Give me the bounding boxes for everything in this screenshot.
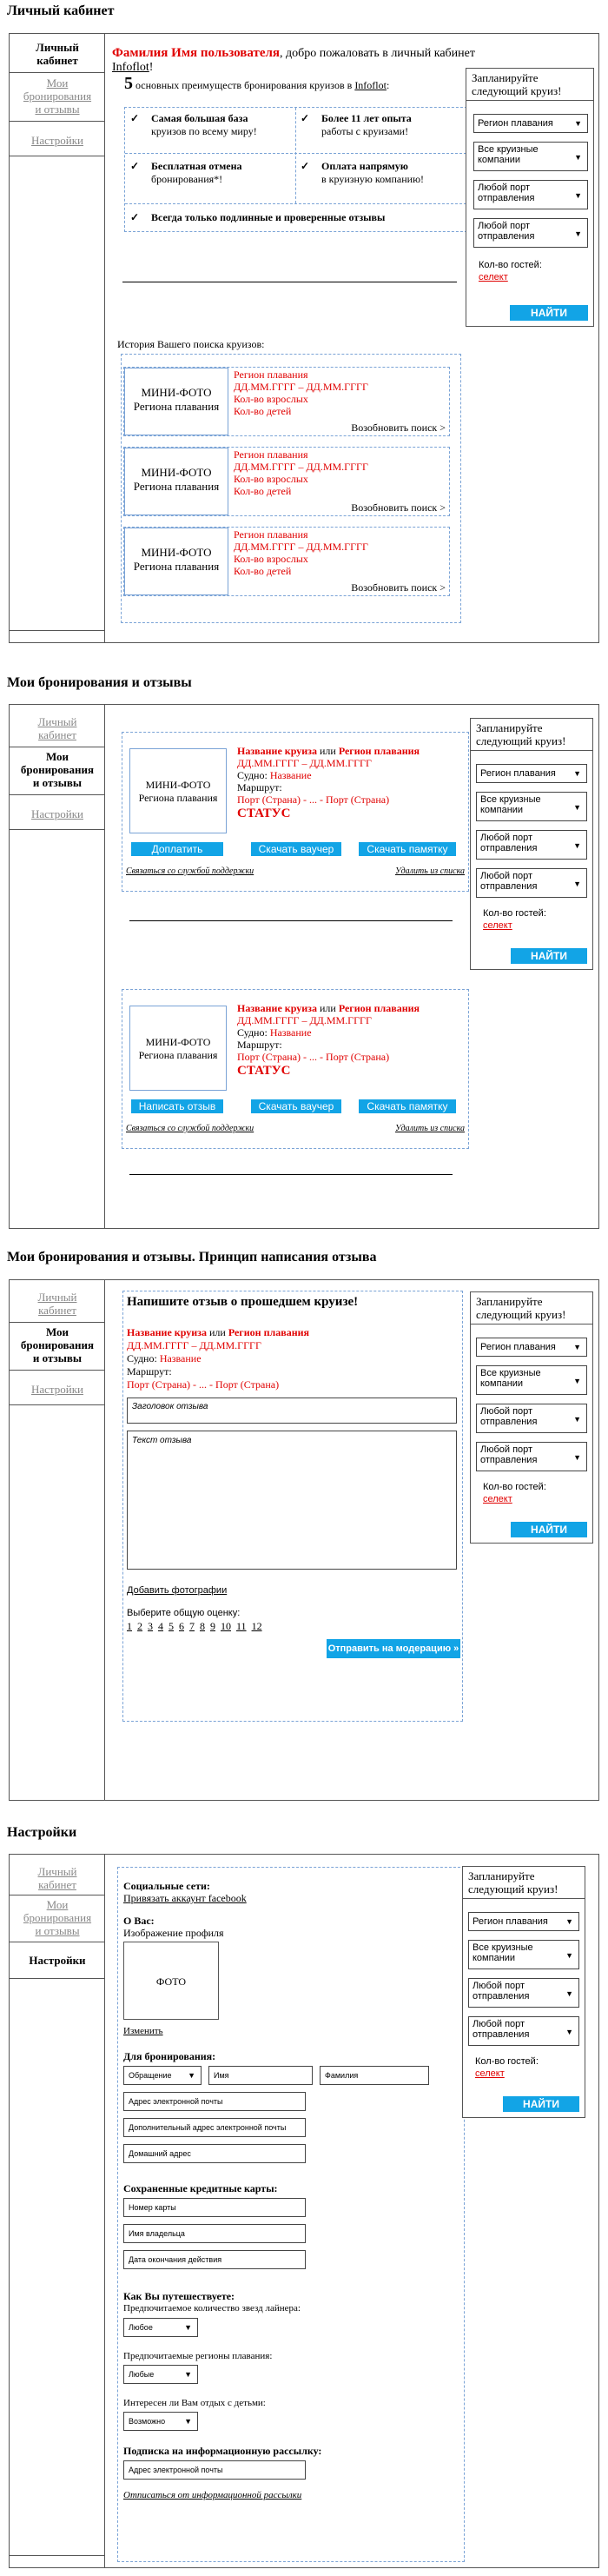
resume-search-link[interactable]: Возобновить поиск > [351,422,446,434]
review-cruise: Название круиза или Регион плавания [127,1326,310,1338]
port-select[interactable]: Любой порт отправления ▼ [476,868,587,898]
advantage-2: Более 11 лет опыта работы с круизами! [321,112,412,137]
greeting: Фамилия Имя пользователя, добро пожаловать в личный кабинет Infoflot! [112,46,475,74]
rating-option[interactable]: 7 [189,1620,195,1632]
divider [129,920,453,921]
review-route-label: Маршрут: [127,1365,172,1378]
sidebar [10,1855,105,2567]
check-icon: ✓ [301,160,310,172]
rating-option[interactable]: 5 [169,1620,174,1632]
review-title-input[interactable]: Заголовок отзыва [127,1398,457,1424]
contact-support-link[interactable]: Связаться со службой поддержки [126,866,254,876]
rating-option[interactable]: 11 [236,1620,247,1632]
resume-search-link[interactable]: Возобновить поиск > [351,581,446,594]
company-select[interactable]: Все круизные компании ▼ [476,1365,587,1395]
port-select[interactable]: Любой порт отправления ▼ [476,1404,587,1433]
guests-label: Кол-во гостей: [475,2056,539,2067]
review-text-input[interactable]: Текст отзыва [127,1431,457,1570]
section-title: Мои бронирования и отзывы. Принцип написания отзыва [7,1250,377,1265]
review-dates: ДД.ММ.ГГГГ – ДД.ММ.ГГГГ [127,1339,261,1351]
about-title: О Вас: [123,1915,155,1927]
travel-title: Как Вы путешествуете: [123,2290,235,2302]
advantage-4: Оплата напрямую в круизную компанию! [321,160,425,185]
review-ship: Судно: Название [127,1352,202,1364]
planner-panel [466,68,594,327]
guests-select[interactable]: селект [483,1494,512,1504]
social-title: Социальные сети: [123,1880,210,1892]
search-button[interactable]: НАЙТИ [511,948,587,964]
nav-bookings[interactable]: Мои бронирования и отзывы [23,76,92,116]
unsubscribe-link[interactable]: Отписаться от информационной рассылки [123,2490,302,2500]
rating-option[interactable]: 12 [251,1620,262,1632]
rating-option[interactable]: 9 [210,1620,215,1632]
settings-form [117,1867,465,2562]
nav-settings[interactable]: Настройки [29,1954,86,1967]
port-select[interactable]: Любой порт отправления ▼ [476,1442,587,1471]
advantage-3: Бесплатная отмена бронирования*! [151,160,242,185]
email-input[interactable]: Адрес электронной почты [123,2092,306,2111]
history-details: Регион плавания ДД.ММ.ГГГГ – ДД.ММ.ГГГГ Кол-во взрослых Кол-во детей [234,368,368,417]
history-item [123,447,450,516]
newsletter-title: Подписка на информационную рассылку: [123,2445,322,2457]
company-select[interactable]: Все круизные компании ▼ [476,792,587,821]
stars-select[interactable]: Любое ▼ [123,2318,198,2337]
company-select[interactable]: Все круизные компании ▼ [468,1940,579,1969]
booking-details: Название круиза или Регион плавания ДД.ММ.ГГГГ – ДД.ММ.ГГГГ Судно: Название Маршрут: Порт (Страна) - ... - Порт (Страна) СТАТУС [237,1002,420,1078]
port-select[interactable]: Любой порт отправления ▼ [473,180,588,209]
card-expiry-input[interactable]: Дата окончания действия [123,2250,306,2269]
nav-bookings[interactable]: Мои бронирования и отзывы [23,1898,92,1937]
history-details: Регион плавания ДД.ММ.ГГГГ – ДД.ММ.ГГГГ Кол-во взрослых Кол-во детей [234,528,368,577]
regions-label: Предпочитаемые регионы плавания: [123,2351,273,2361]
search-button[interactable]: НАЙТИ [503,2096,579,2112]
extra-email-input[interactable]: Дополнительный адрес электронной почты [123,2118,306,2137]
section-title: Личный кабинет [7,3,115,18]
cards-title: Сохраненные кредитные карты: [123,2182,278,2194]
sidebar [10,34,105,642]
nav-profile[interactable]: Личный кабинет [37,1865,77,1891]
planner-title: Запланируйте следующий круиз! [466,69,593,101]
kids-label: Интересен ли Вам отдых с детьми: [123,2398,266,2408]
nav-profile[interactable]: Личный кабинет [37,715,77,741]
company-select[interactable]: Все круизные компании ▼ [473,142,588,171]
resume-search-link[interactable]: Возобновить поиск > [351,501,446,514]
check-icon: ✓ [130,112,140,124]
download-voucher-button[interactable]: Скачать ваучер [251,1099,341,1113]
history-item [123,527,450,596]
submit-review-button[interactable]: Отправить на модерацию » [327,1639,460,1658]
booking-title: Для бронирования: [123,2050,216,2062]
first-name-input[interactable]: Имя [208,2066,313,2085]
region-select[interactable]: Регион плавания ▼ [473,114,588,133]
change-photo-link[interactable]: Изменить [123,2026,163,2036]
stars-label: Предпочитаемое количество звезд лайнера: [123,2303,301,2314]
profile-image-label: Изображение профиля [123,1927,224,1939]
booking-details: Название круиза или Регион плавания ДД.ММ.ГГГГ – ДД.ММ.ГГГГ Судно: Название Маршрут: Порт (Страна) - ... - Порт (Страна) СТАТУС [237,745,420,820]
planner-panel: Запланируйте следующий круиз! Регион плавания ▼ Все круизные компании ▼ Любой порт отправления ▼ Любой порт отправления ▼ Кол-во гостей: селект НАЙТИ [470,718,593,970]
salutation-select[interactable]: Обращение ▼ [123,2066,202,2085]
check-icon: ✓ [130,211,140,223]
nav-settings[interactable]: Настройки [31,1383,83,1396]
rating-option[interactable]: 6 [179,1620,184,1632]
nav-bookings[interactable]: Мои бронирования и отзывы [20,750,95,789]
region-photo: МИНИ-ФОТО Региона плавания [129,748,227,833]
advantages-box [124,107,472,232]
download-voucher-button[interactable]: Скачать ваучер [251,842,341,856]
booking-primary-button[interactable]: Доплатить [131,842,223,856]
booking-card [122,989,469,1149]
advantage-5: Всегда только подлинные и проверенные отзывы [151,211,386,223]
rating-options [127,1620,268,1633]
search-button[interactable]: НАЙТИ [511,1522,587,1537]
check-icon: ✓ [130,160,140,172]
nav-profile[interactable]: Личный кабинет [37,1291,77,1317]
remove-from-list-link[interactable]: Удалить из списка [395,866,465,876]
rating-option[interactable]: 8 [200,1620,205,1632]
planner-panel: Запланируйте следующий круиз! Регион плавания ▼ Все круизные компании ▼ Любой порт отправления ▼ Любой порт отправления ▼ Кол-во гостей: селект НАЙТИ [470,1291,593,1544]
rating-option[interactable]: 1 [127,1620,132,1632]
region-photo: МИНИ-ФОТО Региона плавания [129,1006,227,1091]
last-name-input[interactable]: Фамилия [320,2066,429,2085]
guests-select[interactable]: селект [483,920,512,931]
sidebar [10,1280,105,1800]
add-photos-link[interactable]: Добавить фотографии [127,1585,228,1596]
review-form [122,1291,463,1722]
port-select[interactable]: Любой порт отправления ▼ [476,830,587,860]
section-title: Настройки [7,1825,77,1840]
nav-settings[interactable]: Настройки [31,134,83,147]
card-number-input[interactable]: Номер карты [123,2198,306,2217]
review-route: Порт (Страна) - ... - Порт (Страна) [127,1378,280,1391]
advantages-title: 5 основных преимуществ бронирования круизов в Infoflot: [124,74,390,93]
region-photo: МИНИ-ФОТО Региона плавания [124,448,228,515]
booking-primary-button[interactable]: Написать отзыв [131,1099,223,1113]
region-photo: МИНИ-ФОТО Региона плавания [124,528,228,595]
contact-support-link[interactable]: Связаться со службой поддержки [126,1124,254,1133]
section-title: Мои бронирования и отзывы [7,675,192,690]
region-select[interactable]: Регион плавания ▼ [476,1338,587,1357]
profile-photo: ФОТО [123,1942,219,2020]
rating-option[interactable]: 10 [221,1620,231,1632]
booking-card [122,732,469,892]
review-title: Напишите отзыв о прошедшем круизе! [127,1295,359,1309]
region-select[interactable]: Регион плавания ▼ [468,1912,579,1931]
port-select[interactable]: Любой порт отправления ▼ [473,218,588,248]
region-select[interactable]: Регион плавания ▼ [476,764,587,783]
history-title: История Вашего поиска круизов: [117,338,265,350]
search-button[interactable]: НАЙТИ [510,305,588,321]
guests-select[interactable]: селект [475,2068,505,2079]
download-memo-button[interactable]: Скачать памятку [359,842,456,856]
history-details: Регион плавания ДД.ММ.ГГГГ – ДД.ММ.ГГГГ Кол-во взрослых Кол-во детей [234,448,368,497]
nav-profile[interactable]: Личный кабинет [36,41,79,67]
guests-label: Кол-во гостей: [483,1482,546,1492]
remove-from-list-link[interactable]: Удалить из списка [395,1124,465,1133]
nav-settings[interactable]: Настройки [31,807,83,820]
guests-label: Кол-во гостей: [479,260,542,270]
guests-label: Кол-во гостей: [483,908,546,919]
rating-option[interactable]: 2 [137,1620,142,1632]
home-address-input[interactable]: Домашний адрес [123,2144,306,2163]
history-item [123,367,450,436]
sidebar [10,705,105,1228]
check-icon: ✓ [301,112,310,124]
kids-select[interactable]: Возможно ▼ [123,2412,198,2431]
rating-label: Выберите общую оценку: [127,1608,241,1618]
advantage-1: Самая большая база круизов по всему миру! [151,112,257,137]
card-owner-input[interactable]: Имя владельца [123,2224,306,2243]
port-select[interactable]: Любой порт отправления ▼ [468,1978,579,2008]
facebook-link[interactable]: Привязать аккаунт facebook [123,1892,247,1904]
port-select[interactable]: Любой порт отправления ▼ [468,2016,579,2046]
nav-bookings[interactable]: Мои бронирования и отзывы [20,1325,95,1364]
planner-panel: Запланируйте следующий круиз! Регион плавания ▼ Все круизные компании ▼ Любой порт отправления ▼ Любой порт отправления ▼ Кол-во гостей: селект НАЙТИ [462,1866,585,2118]
divider [129,1174,453,1175]
guests-select[interactable]: селект [479,272,508,282]
download-memo-button[interactable]: Скачать памятку [359,1099,456,1113]
newsletter-email-input[interactable]: Адрес электронной почты [123,2460,306,2480]
region-photo: МИНИ-ФОТО Региона плавания [124,368,228,435]
rating-option[interactable]: 3 [148,1620,153,1632]
rating-option[interactable]: 4 [158,1620,163,1632]
regions-select[interactable]: Любые ▼ [123,2365,198,2384]
